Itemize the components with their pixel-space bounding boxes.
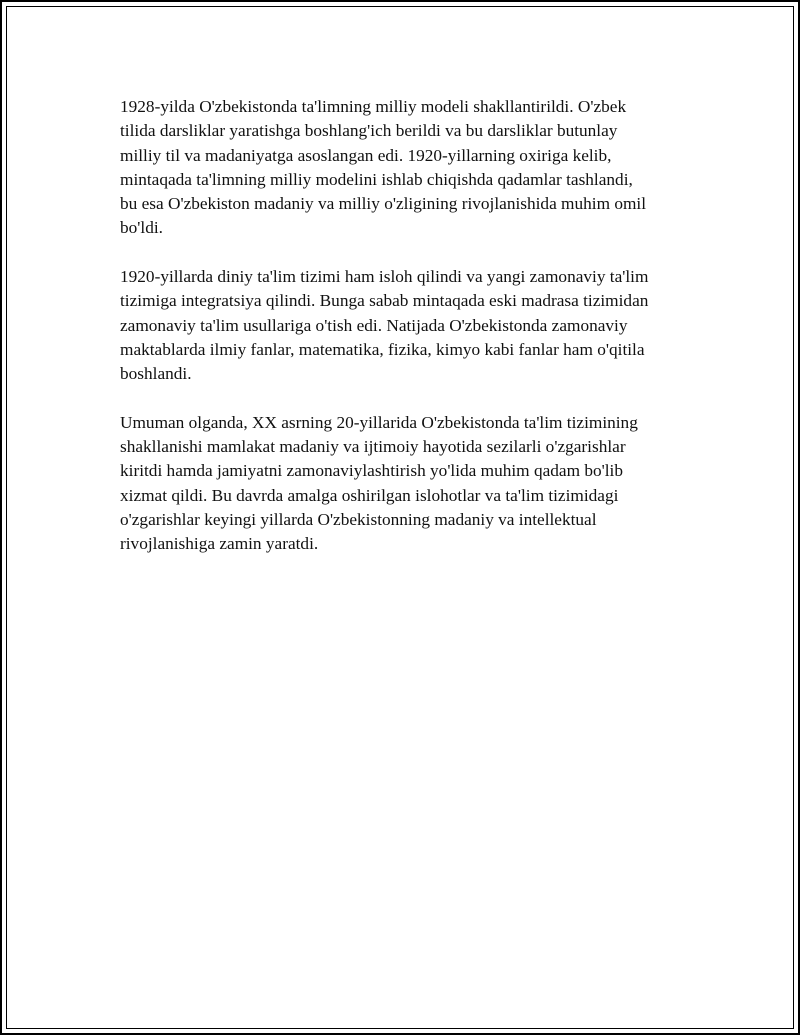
paragraph-line: 1928-yilda O'zbekistonda ta'limning milliy modeli shakllantirildi. O'zbek: [120, 97, 627, 116]
paragraph-2: [120, 265, 690, 386]
paragraph-3: [120, 411, 690, 557]
paragraph-line: boshlandi.: [120, 364, 192, 384]
paragraph-line: kiritdi hamda jamiyatni zamonaviylashtirish yo'lida muhim qadam bo'lib: [120, 461, 623, 481]
paragraph-line: zamonaviy ta'lim usullariga o'tish edi. Natijada O'zbekistonda zamonaviy: [120, 315, 628, 335]
paragraph-line: bo'ldi.: [120, 218, 163, 238]
paragraph-line: 1920-yillarda diniy ta'lim tizimi ham isloh qilindi va yangi zamonaviy ta'lim: [120, 267, 649, 287]
paragraph-line: bu esa O'zbekiston madaniy va milliy o'zligining rivojlanishida muhim omil: [120, 194, 647, 214]
paragraph-1: [120, 95, 690, 241]
paragraph-line: Umuman olganda, XX asrning 20-yillarida O'zbekistonda ta'lim tizimining: [120, 412, 638, 432]
paragraph-line: tilida darsliklar yaratishga boshlang'ich berildi va bu darsliklar butunlay: [120, 121, 618, 141]
paragraph-line: rivojlanishiga zamin yaratdi.: [120, 534, 319, 554]
paragraph-line: mintaqada ta'limning milliy modelini ishlab chiqishda qadamlar tashlandi,: [120, 169, 633, 189]
paragraph-line: o'zgarishlar keyingi yillarda O'zbekistonning madaniy va intellektual: [120, 510, 597, 530]
paragraph-line: xizmat qildi. Bu davrda amalga oshirilgan islohotlar va ta'lim tizimidagi: [120, 485, 619, 505]
paragraph-line: tizimiga integratsiya qilindi. Bunga sabab mintaqada eski madrasa tizimidan: [120, 291, 649, 311]
document-body: [120, 95, 690, 581]
paragraph-line: milliy til va madaniyatga asoslangan edi. 1920-yillarning oxiriga kelib,: [120, 145, 612, 165]
paragraph-line: shakllanishi mamlakat madaniy va ijtimoiy hayotida sezilarli o'zgarishlar: [120, 437, 626, 457]
paragraph-line: maktablarda ilmiy fanlar, matematika, fizika, kimyo kabi fanlar ham o'qitila: [120, 339, 645, 359]
